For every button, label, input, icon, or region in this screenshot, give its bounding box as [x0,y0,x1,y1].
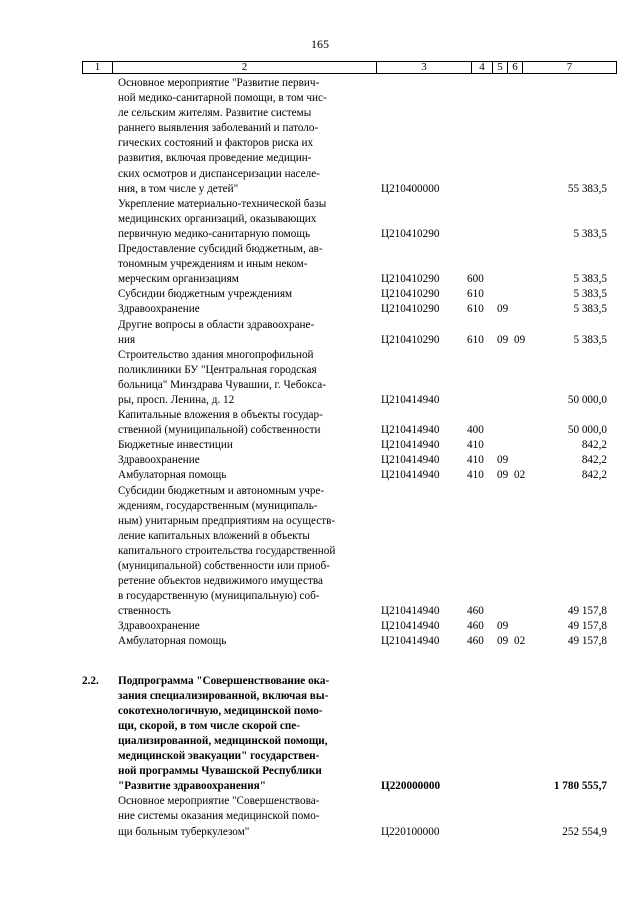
row-vr: 610 [467,333,484,346]
row-vr: 610 [467,303,484,316]
header-col-4: 4 [471,62,492,73]
header-col-5: 5 [492,62,507,73]
row-name-line: Основное мероприятие "Совершенствова- [118,795,320,808]
row-name [118,794,365,839]
row-code: Ц210410290 [381,303,440,316]
row-amount: 49 157,8 [567,605,607,618]
row-name-line: гических состояний и факторов риска их [118,137,314,150]
row-name-line: Укрепление материально-технической базы [118,197,327,210]
row-code: Ц210410290 [381,227,440,240]
row-amount: 1 780 555,7 [553,780,607,793]
row-name-line: Предоставление субсидий бюджетным, ав- [118,243,323,256]
table-row [0,76,640,197]
table-row [0,484,640,620]
row-code: Ц210410290 [381,273,440,286]
row-name [118,318,365,348]
row-code: Ц210414940 [381,635,440,648]
row-name-line: ния, в том числе у детей" [118,182,239,195]
row-name-line: Строительство здания многопрофильной [118,348,314,361]
table-row [0,438,640,453]
row-name-line: тономным учреждениям и иным неком- [118,258,308,271]
row-amount: 5 383,5 [573,303,607,316]
table-row [0,348,640,408]
header-col-3: 3 [376,62,471,73]
row-name [118,76,365,197]
row-vr: 610 [467,288,484,301]
table-row [0,634,640,649]
page-number: 165 [311,37,329,51]
row-name [118,302,365,317]
row-pr: 02 [514,469,526,482]
row-name-line: щи, скорой, в том числе скорой спе- [118,719,300,732]
row-vr: 410 [467,439,484,452]
row-name-line: ских осмотров и диспансеризации населе- [118,167,320,180]
table-row [0,287,640,302]
row-rz: 09 [497,454,509,467]
row-amount: 5 383,5 [573,333,607,346]
row-rz: 09 [497,620,509,633]
row-name-line: медицинских организаций, оказывающих [118,212,317,225]
row-code: Ц210414940 [381,469,440,482]
table-row [0,619,640,634]
row-name [118,348,365,408]
row-vr: 410 [467,454,484,467]
row-name-line: ственность [118,605,171,618]
row-name-line: Бюджетные инвестиции [118,439,233,452]
row-name-line: ной программы Чувашской Республики [118,765,322,778]
row-name-line: первичную медико-санитарную помощь [118,227,311,240]
row-rz: 09 [497,635,509,648]
row-name-line: раннего выявления заболеваний и патоло- [118,122,319,135]
table-row [0,302,640,317]
row-amount: 49 157,8 [567,635,607,648]
row-rz: 09 [497,303,509,316]
row-name-line: ной медико-санитарной помощи, в том чис- [118,92,327,105]
table-row [0,242,640,287]
row-code: Ц210414940 [381,439,440,452]
header-col-1: 1 [94,61,101,73]
row-amount: 49 157,8 [567,620,607,633]
row-name-line: Капитальные вложения в объекты государ- [118,409,323,422]
row-amount: 842,2 [581,439,607,452]
row-name [118,619,365,634]
row-amount: 5 383,5 [573,227,607,240]
row-name-line: ление капитальных вложений в объекты [118,529,310,542]
row-name-line: ры, просп. Ленина, д. 12 [118,393,235,406]
table-row [0,408,640,438]
row-name-line: мерческим организациям [118,273,239,286]
row-rz: 09 [497,333,509,346]
row-name-line: Субсидии бюджетным учреждениям [118,288,293,301]
row-name-line: щи больным туберкулезом" [118,825,250,838]
table-header [82,61,617,74]
row-name-line: ретение объектов недвижимого имущества [118,575,323,588]
row-name-line: Субсидии бюджетным и автономным учре- [118,484,325,497]
row-name-line: ние системы оказания медицинской помо- [118,810,320,823]
row-name-line: (муниципальной) собственности или приоб- [118,560,330,572]
row-code: Ц210414940 [381,454,440,467]
row-code: Ц210414940 [381,605,440,618]
row-name [118,453,365,468]
row-amount: 5 383,5 [573,273,607,286]
row-name-line: Здравоохранение [118,454,200,467]
row-name-line: ждениям, государственным (муниципаль- [118,499,318,512]
row-name [118,287,365,302]
row-amount: 5 383,5 [573,288,607,301]
row-number: 2.2. [82,674,99,687]
row-name [118,408,365,438]
row-name-line: поликлиники БУ "Центральная городская [118,363,317,376]
row-name-line: Здравоохранение [118,303,200,316]
row-name [118,468,365,483]
table-row [0,318,640,348]
header-col-2: 2 [112,62,376,73]
row-amount: 50 000,0 [567,424,607,437]
row-vr: 460 [467,635,484,648]
table-row [0,453,640,468]
row-amount: 55 383,5 [567,182,607,195]
row-amount: 842,2 [581,469,607,482]
row-name [118,674,365,795]
table-row [0,468,640,483]
row-name [118,242,365,287]
row-name-line: сокотехнологичную, медицинской помо- [118,704,323,717]
row-vr: 600 [467,273,484,286]
table-row [0,674,640,795]
row-amount: 842,2 [581,454,607,467]
row-amount: 50 000,0 [567,393,607,406]
row-name-line: развития, включая проведение медицин- [118,152,312,165]
row-name-line: Другие вопросы в области здравоохране- [118,318,315,331]
row-rz: 09 [497,469,509,482]
row-code: Ц210414940 [381,620,440,633]
row-name-line: больница" Минздрава Чувашии, г. Чебокса- [118,378,326,391]
row-name [118,197,365,242]
row-pr: 09 [514,333,526,346]
row-name-line: Здравоохранение [118,620,200,633]
row-amount: 252 554,9 [562,825,607,838]
row-name-line: Амбулаторная помощь [118,635,227,648]
row-vr: 400 [467,424,484,437]
row-code: Ц210400000 [381,182,440,195]
row-name-line: ния [118,333,136,346]
table-row [0,197,640,242]
row-name [118,438,365,453]
row-code: Ц210410290 [381,288,440,301]
row-name-line: медицинской эвакуации" государствен- [118,750,320,763]
row-name-line: ственной (муниципальной) собственности [118,424,321,437]
row-name-line: капитального строительства государственной [118,544,336,557]
row-name [118,484,365,620]
row-vr: 410 [467,469,484,482]
row-name-line: в государственную (муниципальную) соб- [118,590,320,603]
row-name-line: Амбулаторная помощь [118,469,227,482]
row-pr: 02 [514,635,526,648]
row-name-line: зания специализированной, включая вы- [118,689,329,702]
row-name-line: "Развитие здравоохранения" [118,780,266,793]
row-code: Ц210414940 [381,393,440,406]
row-code: Ц210414940 [381,424,440,437]
row-name-line: ле сельским жителям. Развитие системы [118,107,312,120]
header-col-6: 6 [507,62,522,73]
row-code: Ц220100000 [381,825,440,838]
row-vr: 460 [467,605,484,618]
row-name-line: ным) унитарным предприятиям на осуществ- [118,514,336,527]
row-name [118,634,365,649]
table-body [0,76,640,840]
row-code: Ц220000000 [381,780,441,793]
header-col-7: 7 [522,62,616,73]
row-name-line: Основное мероприятие "Развитие первич- [118,77,320,89]
row-code: Ц210410290 [381,333,440,346]
row-name-line: циализированной, медицинской помощи, [118,734,328,747]
row-vr: 460 [467,620,484,633]
table-row [0,794,640,839]
row-name-line: Подпрограмма "Совершенствование ока- [118,674,330,687]
